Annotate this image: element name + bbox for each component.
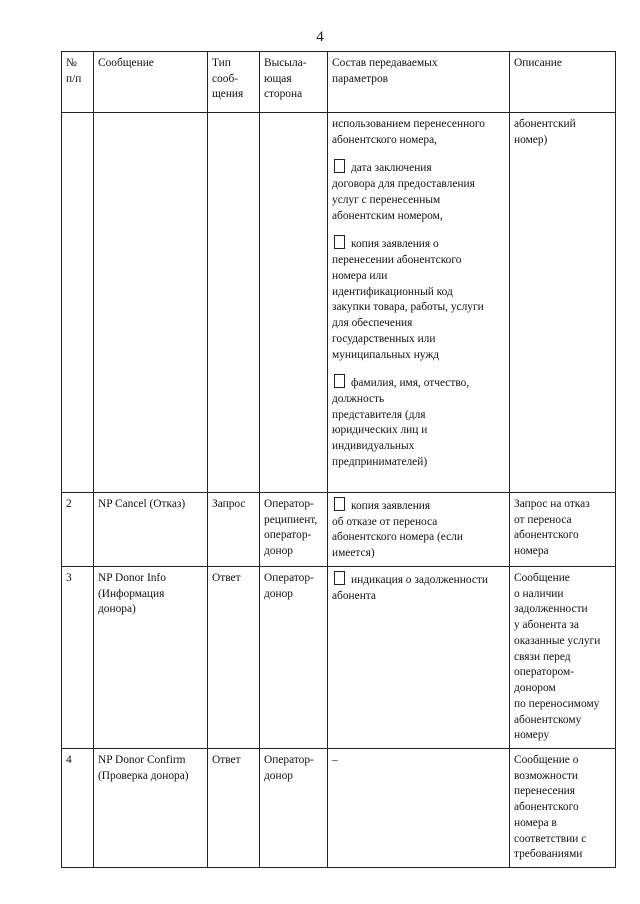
description-line: абонентский [514, 118, 576, 130]
side-line: Оператор- [264, 498, 314, 510]
param-line [332, 300, 505, 316]
header-type-line: сооб- [212, 72, 239, 85]
header-params [328, 52, 510, 113]
param-line [332, 589, 505, 605]
cell-params [328, 566, 510, 748]
param-text: услуг с перенесенным [332, 193, 441, 206]
description-line: у абонента за [514, 619, 579, 632]
message-line: NP Donor Confirm [98, 754, 186, 767]
cell-params [328, 113, 510, 493]
description-line: возможности [514, 769, 579, 782]
side-line: оператор- [264, 529, 312, 542]
cell-type: Ответ [208, 749, 260, 868]
param-line [332, 235, 505, 253]
header-type [208, 52, 260, 113]
side-line: Оператор- [264, 754, 314, 767]
param-text: индикация о задолженности [351, 573, 488, 586]
cell-message [94, 566, 208, 748]
header-side-line: ющая [264, 72, 292, 85]
param-line [332, 316, 505, 332]
param-text: дата заключения [351, 162, 432, 175]
param-line [332, 515, 505, 531]
side-line: донор [264, 587, 293, 600]
description-line: Запрос на отказ [514, 498, 590, 510]
description-line: номера [514, 545, 549, 558]
message-line: донора) [98, 603, 136, 616]
header-side [260, 52, 328, 113]
cell-description [510, 493, 616, 567]
param-line [332, 497, 505, 515]
header-description: Описание [510, 52, 616, 113]
cell-num: 2 [62, 493, 94, 567]
cell-type [208, 113, 260, 493]
param-line [332, 159, 505, 177]
description-line: номер) [514, 133, 548, 146]
checkbox-icon [334, 235, 345, 249]
param-line [332, 392, 505, 408]
param-line [332, 439, 505, 455]
checkbox-icon [334, 571, 345, 585]
param-line [332, 209, 505, 225]
description-line: от переноса [514, 513, 572, 526]
table-row-continued [62, 113, 616, 493]
param-gap [332, 363, 505, 374]
description-line: оказанные услуги [514, 634, 601, 647]
header-num [62, 52, 94, 113]
param-line [332, 269, 505, 285]
table-row [62, 493, 616, 567]
param-text: абонента [332, 589, 376, 602]
cell-side [260, 566, 328, 748]
side-line: реципиент, [264, 513, 318, 526]
param-text: договора для предоставления [332, 178, 475, 191]
param-text: идентификационный код [332, 285, 453, 298]
description-line: абонентскому [514, 713, 582, 726]
param-text: абонентским номером, [332, 209, 443, 222]
param-line [332, 348, 505, 364]
header-message: Сообщение [94, 52, 208, 113]
cell-description [510, 113, 616, 493]
header-num-line: п/п [66, 72, 82, 85]
param-text: юридических лиц и [332, 424, 428, 437]
description-line: абонентского [514, 529, 579, 542]
description-line: номера в [514, 816, 557, 829]
description-line: перенесения [514, 785, 576, 798]
param-text: должность [332, 393, 385, 406]
param-text: имеется) [332, 547, 375, 560]
description-line: по переносимому [514, 697, 600, 710]
description-line: донором [514, 682, 556, 695]
param-text: номера или [332, 269, 388, 282]
table-row [62, 749, 616, 868]
message-line: (Информация [98, 587, 165, 600]
param-line [332, 408, 505, 424]
table-header-row [62, 52, 616, 113]
description-line: Сообщение [514, 571, 570, 584]
param-text: государственных или [332, 332, 436, 345]
cell-num [62, 113, 94, 493]
param-line [332, 193, 505, 209]
param-text: использованием перенесенного [332, 118, 485, 130]
description-line: абонентского [514, 801, 579, 814]
header-side-line: Высыла- [264, 57, 307, 69]
param-line [332, 530, 505, 546]
param-text: – [332, 754, 338, 767]
cell-params [328, 493, 510, 567]
param-text: индивидуальных [332, 440, 415, 453]
param-text: фамилия, имя, отчество, [351, 377, 470, 390]
cell-description [510, 749, 616, 868]
param-text: копия заявления о [351, 238, 439, 251]
param-line [332, 285, 505, 301]
header-type-line: Тип [212, 57, 231, 69]
description-line: соответствии с [514, 832, 587, 845]
checkbox-icon [334, 374, 345, 388]
param-line [332, 546, 505, 562]
param-line [332, 455, 505, 471]
header-params-line: параметров [332, 72, 389, 85]
checkbox-icon [334, 159, 345, 173]
description-line: о наличии [514, 587, 564, 600]
description-line: оператором- [514, 666, 575, 679]
cell-message [94, 749, 208, 868]
cell-message [94, 113, 208, 493]
param-text: закупки товара, работы, услуги [332, 301, 484, 314]
description-line: номеру [514, 729, 550, 742]
description-line: задолженности [514, 603, 588, 616]
message-line: NP Cancel (Отказ) [98, 498, 186, 510]
description-line: требованиями [514, 848, 583, 861]
cell-params [328, 749, 510, 868]
param-line [332, 571, 505, 589]
param-text: копия заявления [351, 500, 431, 512]
param-line [332, 753, 505, 769]
cell-num: 4 [62, 749, 94, 868]
table-row [62, 566, 616, 748]
side-line: Оператор- [264, 571, 314, 584]
param-line [332, 117, 505, 133]
cell-side [260, 493, 328, 567]
description-line: Сообщение о [514, 754, 579, 767]
checkbox-icon [334, 497, 345, 511]
header-num-line: № [66, 57, 77, 69]
param-text: для обеспечения [332, 317, 413, 330]
message-line: (Проверка донора) [98, 769, 189, 782]
side-line: донор [264, 769, 293, 782]
param-gap [332, 224, 505, 235]
param-text: абонентского номера, [332, 133, 437, 146]
cell-description [510, 566, 616, 748]
param-text: абонентского номера (если [332, 531, 463, 544]
header-type-line: щения [212, 88, 244, 101]
messages-table [61, 51, 616, 868]
header-params-line: Состав передаваемых [332, 57, 438, 69]
cell-message [94, 493, 208, 567]
cell-side [260, 113, 328, 493]
param-line [332, 423, 505, 439]
cell-type: Ответ [208, 566, 260, 748]
header-side-line: сторона [264, 88, 303, 101]
param-line [332, 332, 505, 348]
param-line [332, 374, 505, 392]
description-line: связи перед [514, 650, 571, 663]
param-text: предпринимателей) [332, 455, 428, 468]
cell-num: 3 [62, 566, 94, 748]
param-line [332, 177, 505, 193]
message-line: NP Donor Info [98, 571, 166, 584]
param-line [332, 253, 505, 269]
param-text: об отказе от переноса [332, 515, 438, 528]
param-text: перенесении абонентского [332, 254, 462, 267]
param-text: представителя (для [332, 408, 426, 421]
cell-side [260, 749, 328, 868]
cell-type: Запрос [208, 493, 260, 567]
param-line [332, 133, 505, 149]
param-text: муниципальных нужд [332, 348, 440, 361]
page-number: 4 [316, 29, 324, 45]
side-line: донор [264, 545, 293, 558]
param-gap [332, 148, 505, 159]
